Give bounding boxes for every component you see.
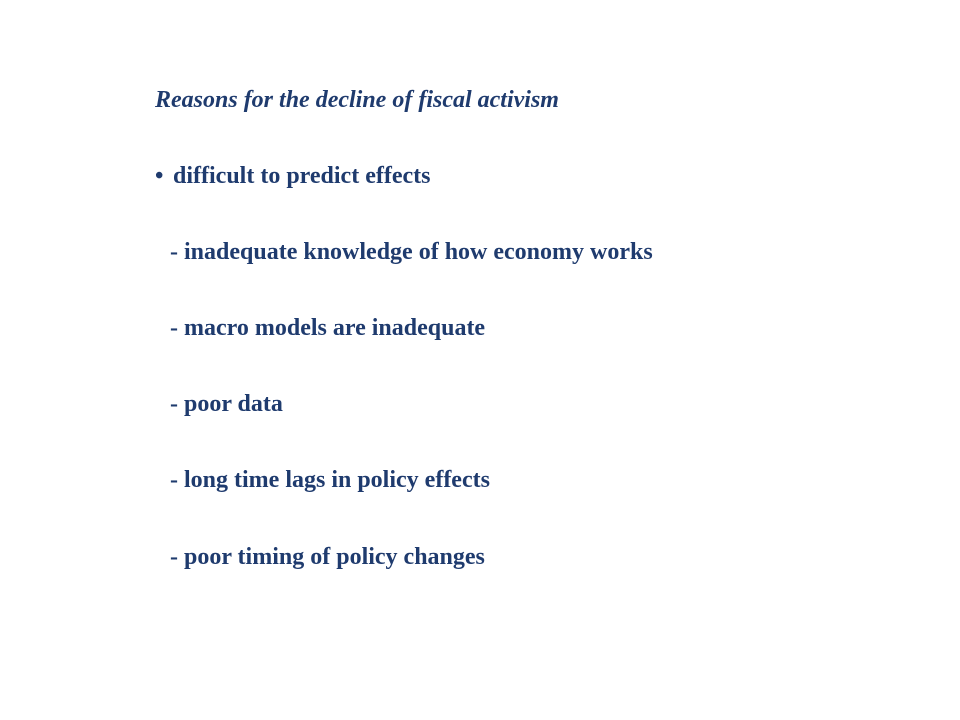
subpoint-data: - poor data bbox=[170, 391, 283, 417]
slide-title: Reasons for the decline of fiscal activism bbox=[155, 87, 559, 113]
bullet-marker: • bbox=[155, 163, 164, 189]
subpoint-timing: - poor timing of policy changes bbox=[170, 544, 485, 570]
subpoint-knowledge: - inadequate knowledge of how economy works bbox=[170, 239, 653, 265]
subpoint-time-lags: - long time lags in policy effects bbox=[170, 467, 490, 493]
bullet-item bbox=[155, 162, 430, 190]
subpoint-models: - macro models are inadequate bbox=[170, 315, 486, 341]
bullet-text: difficult to predict effects bbox=[173, 163, 431, 189]
